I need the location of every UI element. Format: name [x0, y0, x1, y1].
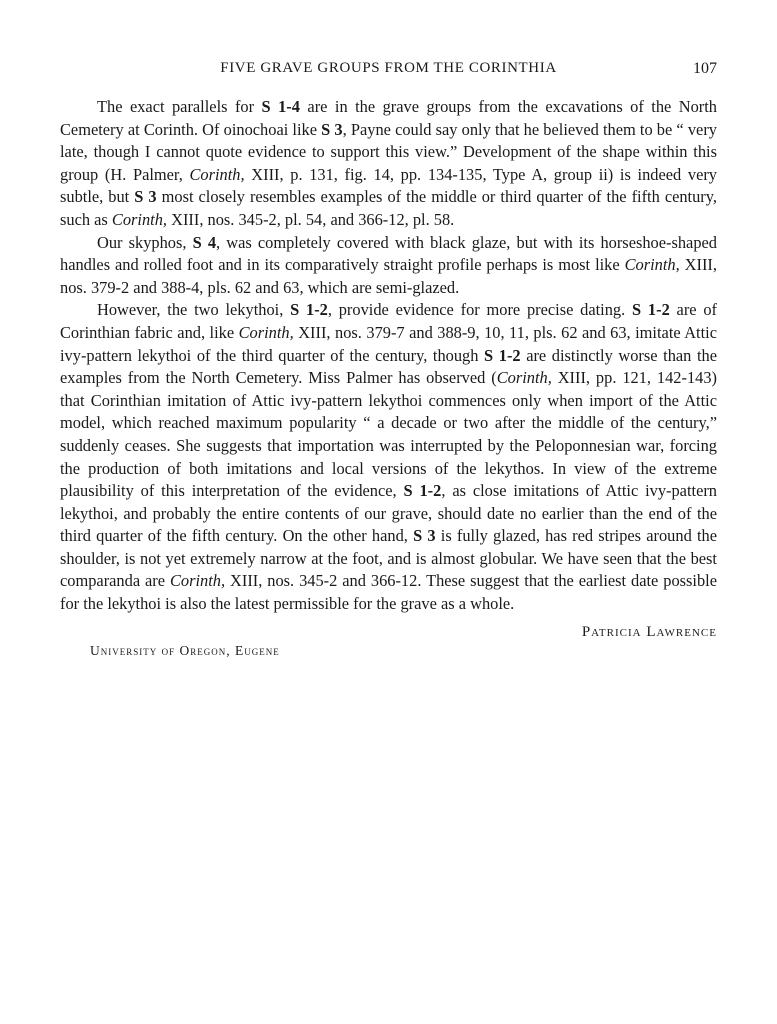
text-run: XIII, nos. 345-2 and 366-12. These suggest that the earliest date possible for the lekythoi is also the latest permissible for the grave as a whole. — [60, 571, 717, 614]
catalogue-ref: S 1-4 — [261, 97, 300, 116]
catalogue-ref: S 1-2 — [403, 481, 442, 501]
catalogue-ref: S 1-2 — [632, 300, 670, 320]
cited-work: Corinth, — [169, 571, 226, 591]
author-signature: Patricia Lawrence — [581, 623, 717, 640]
text-run: XIII, pp. 121, 142-143) that Corinthian imitation of Attic ivy-pattern lekythoi commences only when import of the Attic model, which reached maximum popularity “ a decade or two after the middle of the century,” suddenly ceases. She suggests that importation was interrupted by the Peloponnesian war, forcing the production of both imitations and local versions of the lekythos. In view of the extreme plausibility of this interpretation of the evidence, — [60, 368, 717, 501]
catalogue-ref: S 3 — [321, 119, 343, 139]
cited-work: Corinth, — [189, 164, 245, 184]
page-number: 107 — [693, 60, 717, 77]
catalogue-ref: S 4 — [192, 232, 217, 252]
cited-work: Corinth, — [238, 322, 294, 342]
paragraph-3 — [60, 299, 717, 615]
text-run: are in the grave groups from the excavations of the North Cemetery at Corinth. Of oinochoai like — [60, 97, 718, 139]
running-title: FIVE GRAVE GROUPS FROM THE CORINTHIA — [220, 60, 557, 76]
paragraph-1 — [60, 96, 717, 232]
catalogue-ref: S 3 — [413, 526, 436, 546]
text-run: most closely resembles examples of the middle or third quarter of the fifth century, such as — [60, 187, 717, 229]
text-run: However, the two lekythoi, — [97, 300, 291, 320]
text-run: The exact parallels for — [97, 97, 262, 116]
cited-work: Corinth, — [496, 368, 552, 388]
text-run: , Payne could say only that he believed them to be “ very late, though I cannot quote evidence to support this view.” Development of the shape within this group (H. Palmer, — [60, 119, 717, 184]
text-run: is fully glazed, has red stripes around the shoulder, is not yet extremely narrow at the foot, and is almost globular. We have seen that the best comparanda are — [60, 526, 717, 591]
text-run: are distinctly worse than the examples from the North Cemetery. Miss Palmer has observed ( — [60, 345, 717, 388]
catalogue-ref: S 1-2 — [290, 300, 328, 320]
text-run: , provide evidence for more precise dating. — [327, 300, 633, 320]
cited-work: Corinth, — [624, 255, 680, 275]
text-run: Our skyphos, — [97, 232, 193, 252]
catalogue-ref: S 3 — [134, 187, 157, 207]
text-run: XIII, nos. 379-2 and 388-4, pls. 62 and 63, which are semi-glazed. — [60, 255, 717, 297]
cited-work: Corinth, — [111, 209, 168, 229]
body-text — [60, 96, 717, 616]
paragraph-2 — [60, 232, 717, 300]
author-affiliation: University of Oregon, Eugene — [90, 642, 280, 658]
catalogue-ref: S 1-2 — [484, 345, 521, 365]
text-run: XIII, p. 131, fig. 14, pp. 134-135, Type A, group ii) is indeed very subtle, but — [60, 164, 718, 207]
text-run: , was completely covered with black glaze, but with its horseshoe-shaped handles and rolled foot and in its comparatively straight profile perhaps is most like — [60, 232, 717, 275]
text-run: XIII, nos. 345-2, pl. 54, and 366-12, pl. 58. — [167, 209, 455, 229]
running-head — [60, 56, 717, 82]
text-run: are of Corinthian fabric and, like — [60, 300, 717, 342]
text-run: XIII, nos. 379-7 and 388-9, 10, 11, pls. 62 and 63, imitate Attic ivy-pattern lekythoi of the third quarter of the century, though — [60, 322, 717, 365]
page — [60, 56, 717, 659]
text-run: , as close imitations of Attic ivy-pattern lekythoi, and probably the entire contents of our grave, should date no earlier than the end of the third quarter of the fifth century. On the other hand, — [60, 481, 717, 546]
